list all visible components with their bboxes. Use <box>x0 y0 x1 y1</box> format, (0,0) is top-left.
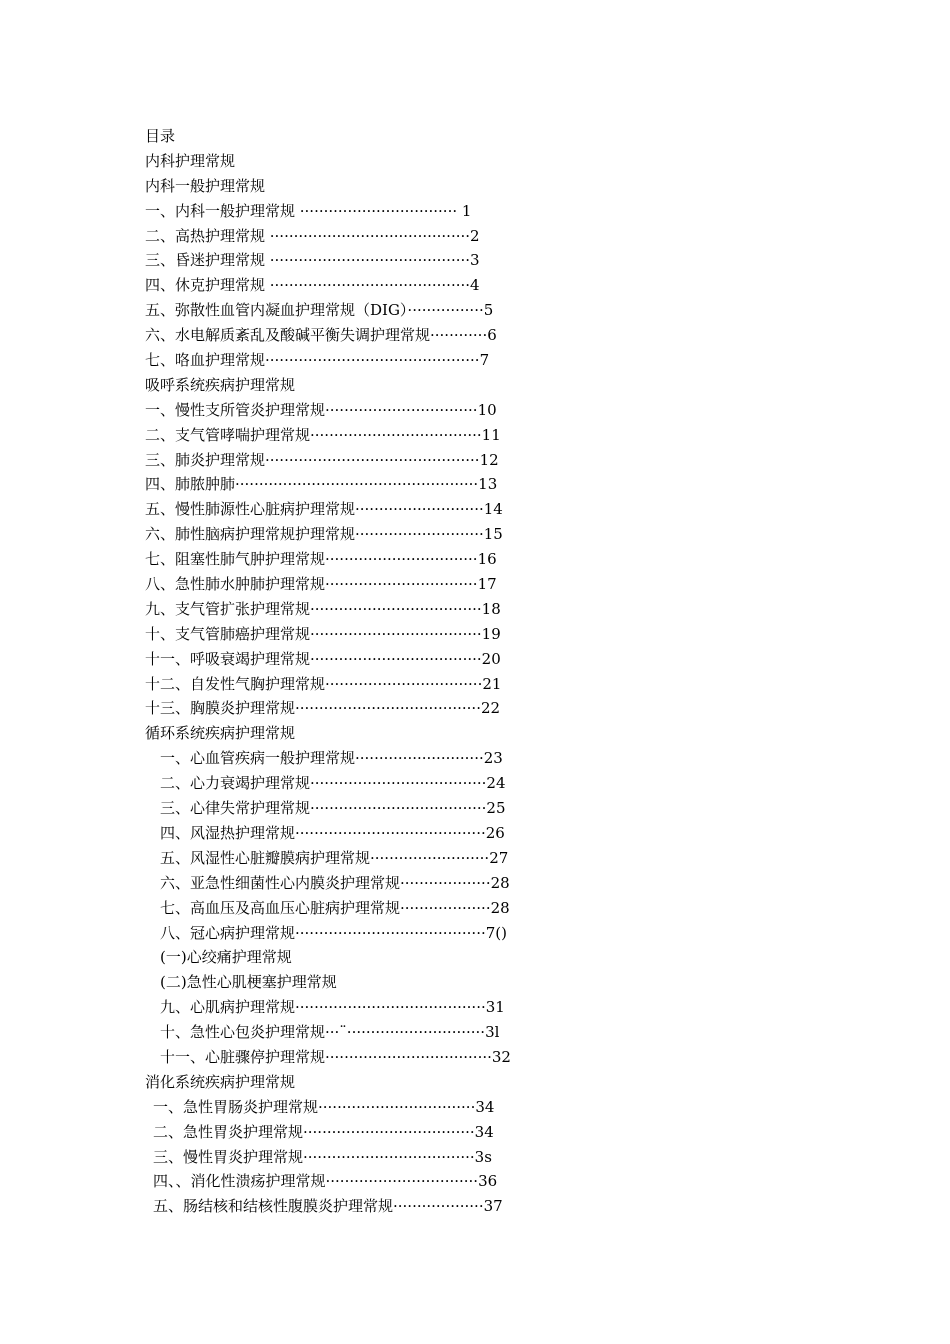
toc-subentry: (一)心绞痛护理常规 <box>160 948 292 967</box>
toc-entry: 七、高血压及高血压心脏病护理常规···················28 <box>160 898 510 917</box>
toc-entry: 五、肠结核和结核性腹膜炎护理常规···················37 <box>153 1197 503 1216</box>
toc-entry: 二、急性胃炎护理常规····································34 <box>153 1122 494 1141</box>
table-of-contents <box>145 124 615 1219</box>
toc-title: 目录 <box>145 127 176 145</box>
toc-entry: 五、风湿性心脏瓣膜病护理常规·························27 <box>160 848 509 867</box>
toc-entry: 十三、胸膜炎护理常规·······································22 <box>145 699 501 718</box>
toc-entry: 十、支气管肺癌护理常规····································19 <box>145 624 501 643</box>
toc-subentry: (二)急性心肌梗塞护理常规 <box>160 973 337 992</box>
toc-part-heading: 内科护理常规 <box>145 151 236 170</box>
toc-section-heading: 消化系统疾病护理常规 <box>145 1072 296 1091</box>
toc-entry: 五、慢性肺源性心脏病护理常规···························14 <box>145 500 503 519</box>
toc-entry: 十二、自发性气胸护理常规·································21 <box>145 674 502 693</box>
toc-entry: 二、支气管哮喘护理常规····································11 <box>145 425 501 444</box>
toc-entry: 七、咯血护理常规·············································7 <box>145 351 490 370</box>
toc-entry: 七、阻塞性肺气肿护理常规································16 <box>145 550 497 569</box>
toc-entry: 二、高热护理常规 ··········································2 <box>145 226 480 245</box>
toc-entry: 四、肺脓肿肺···················································13 <box>145 475 498 494</box>
toc-entry: 一、慢性支所管炎护理常规································10 <box>145 400 497 419</box>
toc-entry: 六、亚急性细菌性心内膜炎护理常规···················28 <box>160 873 510 892</box>
toc-entry: 二、心力衰竭护理常规·····································24 <box>160 774 506 793</box>
toc-entry: 五、弥散性血管内凝血护理常规（DIG）················5 <box>145 301 494 320</box>
toc-entry: 八、冠心病护理常规········································7() <box>160 923 507 942</box>
toc-entry: 九、心肌病护理常规········································31 <box>160 998 505 1017</box>
toc-entry: 三、慢性胃炎护理常规····································3s <box>153 1147 492 1166</box>
toc-entry: 十一、心脏骤停护理常规···································32 <box>160 1047 511 1066</box>
toc-entry: 六、肺性脑病护理常规护理常规···························15 <box>145 525 503 544</box>
toc-entry: 三、昏迷护理常规 ··········································3 <box>145 251 480 270</box>
toc-entry: 三、肺炎护理常规·············································12 <box>145 450 499 469</box>
toc-entry: 一、急性胃肠炎护理常规·································34 <box>153 1097 495 1116</box>
toc-section-heading: 循环系统疾病护理常规 <box>145 724 296 743</box>
toc-entry: 十、急性心包炎护理常规···¨·····························3l <box>160 1023 500 1042</box>
toc-entry: 四、休克护理常规 ··········································4 <box>145 276 480 295</box>
toc-entry: 八、急性肺水肿肺护理常规································17 <box>145 575 497 594</box>
toc-section-heading: 内科一般护理常规 <box>145 176 266 195</box>
toc-entry: 一、心血管疾病一般护理常规···························23 <box>160 749 503 768</box>
toc-entry: 十一、呼吸衰竭护理常规····································20 <box>145 649 501 668</box>
toc-entry: 三、心律失常护理常规·····································25 <box>160 799 506 818</box>
toc-entry: 六、水电解质紊乱及酸碱平衡失调护理常规············6 <box>145 326 497 345</box>
toc-entry: 一、内科一般护理常规 ································· 1 <box>145 201 472 220</box>
toc-entry: 四、风湿热护理常规········································26 <box>160 823 505 842</box>
toc-entry: 四、、消化性溃疡护理常规································36 <box>153 1172 498 1191</box>
toc-section-heading: 吸呼系统疾病护理常规 <box>145 375 296 394</box>
toc-entry: 九、支气管扩张护理常规····································18 <box>145 599 501 618</box>
